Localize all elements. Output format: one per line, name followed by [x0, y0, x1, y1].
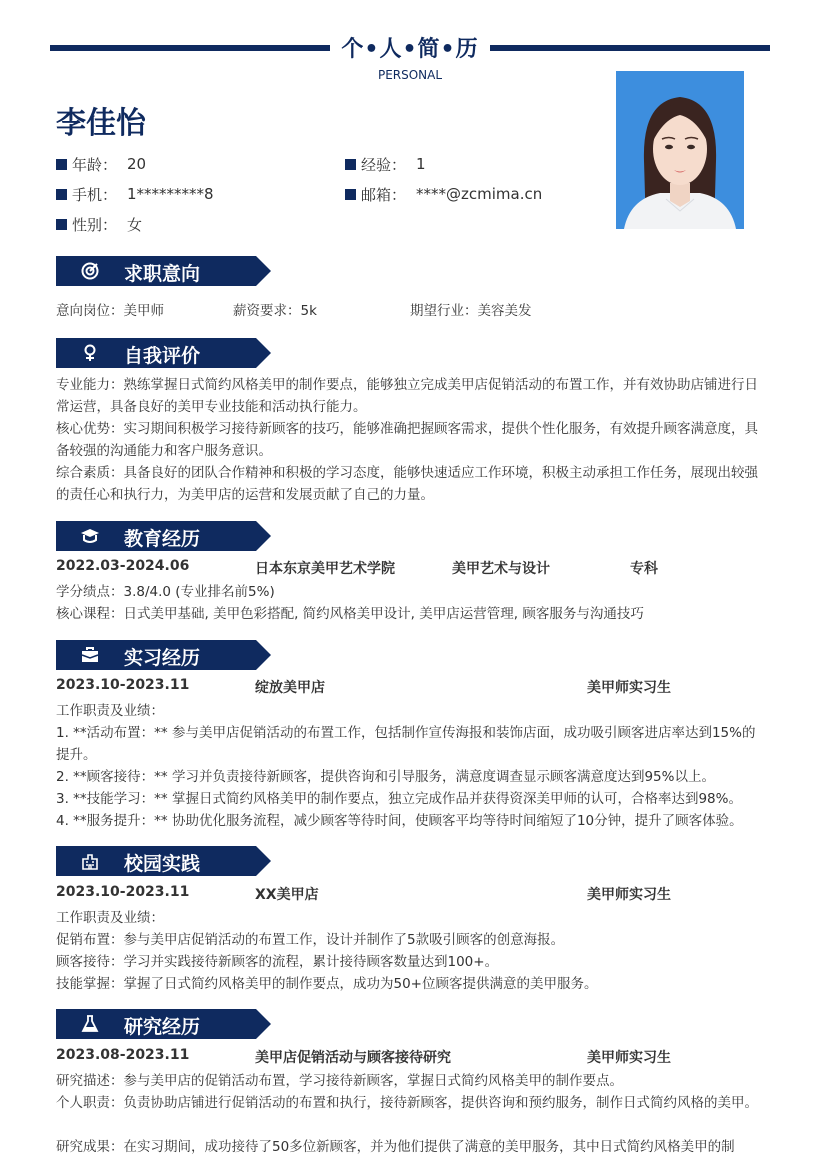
- internship-line: 4. **服务提升：** 协助优化服务流程，减少顾客等待时间，使顾客平均等待时间缩短了10分钟，提升了顾客体验。: [56, 813, 743, 829]
- resume-title: 个•人•简•历: [341, 37, 479, 62]
- bullet-square-icon: [56, 159, 67, 170]
- education-degree: 专科: [630, 561, 658, 577]
- header-line-left: [50, 45, 330, 51]
- research-line: 个人职责：负责协助店铺进行促销活动的布置和执行，接待新顾客，提供咨询和预约服务，制作日式简约风格的美甲。: [56, 1095, 758, 1111]
- campus-date: 2023.10-2023.11: [56, 884, 190, 900]
- internship-role: 美甲师实习生: [587, 680, 671, 696]
- research-role: 美甲师实习生: [587, 1050, 671, 1066]
- info-label: 性别：: [72, 215, 118, 234]
- bullet-square-icon: [56, 219, 67, 230]
- bullet-square-icon: [345, 189, 356, 200]
- candidate-name: 李佳怡: [56, 106, 146, 141]
- info-label: 邮箱：: [361, 185, 407, 204]
- info-label: 手机：: [72, 185, 118, 204]
- info-label: 年龄：: [72, 155, 118, 174]
- flower-icon: [80, 344, 100, 362]
- section-title: 研究经历: [124, 1016, 201, 1038]
- info-value: 20: [127, 155, 147, 173]
- research-line: 研究成果：在实习期间，成功接待了50多位新顾客，并为他们提供了满意的美甲服务，其中日式简约风格美甲的制: [56, 1139, 735, 1155]
- info-value: ****@zcmima.cn: [416, 185, 543, 203]
- campus-org: XX美甲店: [255, 887, 319, 903]
- section-title: 教育经历: [124, 528, 201, 550]
- education-major: 美甲艺术与设计: [452, 561, 550, 577]
- info-email: [345, 184, 542, 204]
- section-title: 自我评价: [124, 345, 201, 367]
- portrait-photo: [616, 71, 744, 229]
- self-eval-paragraph: 专业能力：熟练掌握日式简约风格美甲的制作要点，能够独立完成美甲店促销活动的布置工作，并有效协助店铺进行日常运营，具备良好的美甲专业技能和活动执行能力。: [56, 377, 758, 415]
- section-header-self-eval: [56, 338, 271, 368]
- internship-line: 工作职责及业绩：: [56, 703, 164, 719]
- building-icon: [80, 852, 100, 870]
- self-eval-paragraph: 综合素质：具备良好的团队合作精神和积极的学习态度，能够快速适应工作环境，积极主动承担工作任务，展现出较强的责任心和执行力，为美甲店的运营和发展贡献了自己的力量。: [56, 465, 758, 503]
- section-header-campus: [56, 846, 271, 876]
- campus-line: 顾客接待：学习并实践接待新顾客的流程，累计接待顾客数量达到100+。: [56, 954, 499, 970]
- education-row: [56, 558, 768, 580]
- resume-subtitle: PERSONAL: [377, 68, 443, 82]
- internship-row: [56, 677, 768, 699]
- internship-line: 3. **技能学习：** 掌握日式简约风格美甲的制作要点，独立完成作品并获得资深美甲师的认可，合格率达到98%。: [56, 791, 742, 807]
- bullet-square-icon: [56, 189, 67, 200]
- research-date: 2023.08-2023.11: [56, 1047, 190, 1063]
- briefcase-icon: [80, 646, 100, 664]
- info-age: [56, 154, 146, 174]
- campus-role: 美甲师实习生: [587, 887, 671, 903]
- campus-line: 技能掌握：掌握了日式简约风格美甲的制作要点，成功为50+位顾客提供满意的美甲服务。: [56, 976, 598, 992]
- info-value: 1: [416, 155, 426, 173]
- intent-salary: 薪资要求：5k: [233, 303, 317, 319]
- internship-date: 2023.10-2023.11: [56, 677, 190, 693]
- flask-icon: [80, 1015, 100, 1033]
- self-eval-paragraph: 核心优势：实习期间积极学习接待新顾客的技巧，能够准确把握顾客需求，提供个性化服务，有效提升顾客满意度，具备较强的沟通能力和客户服务意识。: [56, 421, 758, 459]
- intent-position: 意向岗位：美甲师: [56, 303, 164, 319]
- section-header-research: [56, 1009, 271, 1039]
- internship-line: 1. **活动布置：** 参与美甲店促销活动的布置工作，包括制作宣传海报和装饰店面，成功吸引顾客进店率达到15%的提升。: [56, 725, 756, 763]
- graduation-cap-icon: [80, 527, 100, 545]
- info-experience: [345, 154, 426, 174]
- target-icon: [80, 262, 100, 280]
- section-header-education: [56, 521, 271, 551]
- campus-row: [56, 884, 768, 906]
- header-line-right: [490, 45, 770, 51]
- info-value: 女: [127, 215, 143, 234]
- internship-org: 绽放美甲店: [255, 680, 325, 696]
- research-line: 研究描述：参与美甲店的促销活动布置，学习接待新顾客，掌握日式简约风格美甲的制作要点。: [56, 1073, 623, 1089]
- education-date: 2022.03-2024.06: [56, 558, 190, 574]
- section-title: 实习经历: [124, 647, 201, 669]
- education-line: 学分绩点：3.8/4.0 (专业排名前5%): [56, 584, 275, 600]
- info-label: 经验：: [361, 155, 407, 174]
- bullet-square-icon: [345, 159, 356, 170]
- section-header-internship: [56, 640, 271, 670]
- intent-industry: 期望行业：美容美发: [410, 303, 532, 319]
- section-header-intent: [56, 256, 271, 286]
- education-line: 核心课程：日式美甲基础, 美甲色彩搭配, 简约风格美甲设计, 美甲店运营管理, 顾客服务与沟通技巧: [56, 606, 644, 622]
- info-gender: [56, 214, 142, 234]
- campus-line: 工作职责及业绩：: [56, 910, 164, 926]
- section-title: 求职意向: [124, 263, 201, 285]
- internship-line: 2. **顾客接待：** 学习并负责接待新顾客，提供咨询和引导服务，满意度调查显示顾客满意度达到95%以上。: [56, 769, 715, 785]
- research-org: 美甲店促销活动与顾客接待研究: [255, 1050, 451, 1066]
- campus-line: 促销布置：参与美甲店促销活动的布置工作，设计并制作了5款吸引顾客的创意海报。: [56, 932, 565, 948]
- research-row: [56, 1047, 768, 1069]
- education-school: 日本东京美甲艺术学院: [255, 561, 395, 577]
- info-phone: [56, 184, 214, 204]
- info-value: 1*********8: [127, 185, 214, 203]
- section-title: 校园实践: [124, 853, 201, 875]
